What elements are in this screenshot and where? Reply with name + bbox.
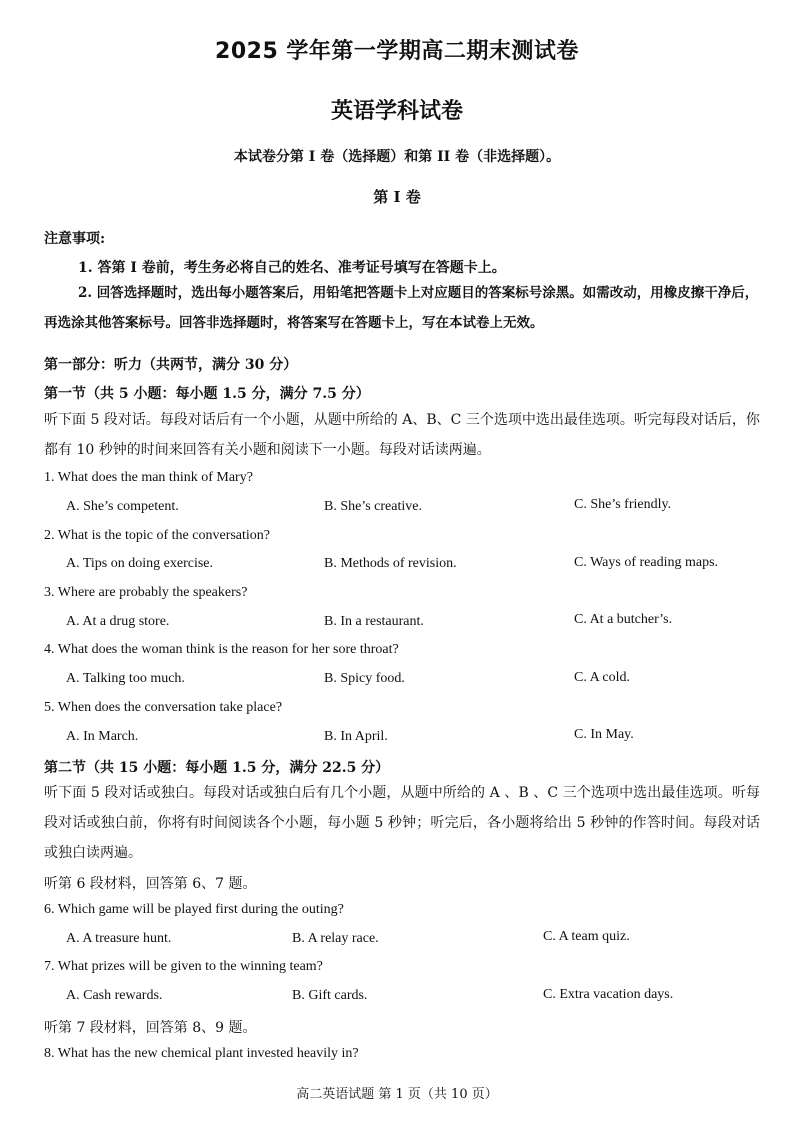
q7-option-b: B. Gift cards. xyxy=(292,988,368,1003)
q7-option-a: A. Cash rewards. xyxy=(66,988,163,1003)
notice-item-2: 2. 回答选择题时，选出每小题答案后，用铅笔把答题卡上对应题目的答案标号涂黑。如需改动，用橡皮擦干净后，再选涂其他答案标号。回答非选择题时，将答案写在答题卡上，写在本试卷上无效。 xyxy=(44,285,759,331)
notice-heading: 注意事项: xyxy=(44,231,106,247)
q4-option-b: B. Spicy food. xyxy=(324,671,405,686)
question-1: 1. What does the man think of Mary? xyxy=(44,470,253,485)
q3-option-a: A. At a drug store. xyxy=(66,614,170,629)
page-footer: 高二英语试题 第 1 页（共 10 页） xyxy=(296,1087,498,1102)
part1-heading: 第一部分：听力（共两节，满分 30 分） xyxy=(44,357,298,373)
question-8: 8. What has the new chemical plant invested heavily in? xyxy=(44,1046,359,1061)
q6-option-a: A. A treasure hunt. xyxy=(66,931,172,946)
q3-option-c: C. At a butcher’s. xyxy=(574,612,673,627)
q2-option-a: A. Tips on doing exercise. xyxy=(66,556,213,571)
question-7: 7. What prizes will be given to the winning team? xyxy=(44,959,323,974)
question-4: 4. What does the woman think is the reason for her sore throat? xyxy=(44,642,399,657)
question-2: 2. What is the topic of the conversation? xyxy=(44,528,271,543)
q3-option-b: B. In a restaurant. xyxy=(324,614,424,629)
material-6-instruction: 听第 6 段材料，回答第 6、7 题。 xyxy=(44,876,257,892)
q6-option-c: C. A team quiz. xyxy=(543,929,630,944)
q6-option-b: B. A relay race. xyxy=(292,931,379,946)
question-3: 3. Where are probably the speakers? xyxy=(44,585,248,600)
q2-option-c: C. Ways of reading maps. xyxy=(574,555,719,570)
subject-title: 英语学科试卷 xyxy=(330,99,463,124)
section2-instructions: 听下面 5 段对话或独白。每段对话或独白后有几个小题，从题中所给的 A 、B 、C 三个选项中选出最佳选项。听每段对话或独白前，你将有时间阅读各个小题，每小题 5 秒钟；听完后，各小题将给出 5 秒钟的作答时间。每段对话或独白读两遍。 xyxy=(44,785,760,861)
material-7-instruction: 听第 7 段材料，回答第 8、9 题。 xyxy=(44,1020,257,1036)
q5-option-c: C. In May. xyxy=(574,727,634,742)
q4-option-c: C. A cold. xyxy=(574,670,631,685)
q4-option-a: A. Talking too much. xyxy=(66,671,185,686)
q5-option-a: A. In March. xyxy=(66,729,139,744)
section1-instructions: 听下面 5 段对话。每段对话后有一个小题，从题中所给的 A、B、C 三个选项中选出最佳选项。听完每段对话后，你都有 10 秒钟的时间来回答有关小题和阅读下一小题。每段对话读两遍。 xyxy=(44,412,760,458)
notice-item-1: 1. 答第 I 卷前，考生务必将自己的姓名、准考证号填写在答题卡上。 xyxy=(78,260,506,276)
question-6: 6. Which game will be played first during the outing? xyxy=(44,902,344,917)
q1-option-c: C. She’s friendly. xyxy=(574,497,672,512)
q1-option-a: A. She’s competent. xyxy=(66,499,179,514)
q1-option-b: B. She’s creative. xyxy=(324,499,422,514)
section1-heading: 第一节（共 5 小题：每小题 1.5 分，满分 7.5 分） xyxy=(44,386,370,402)
section2-heading: 第二节（共 15 小题：每小题 1.5 分，满分 22.5 分） xyxy=(44,760,390,776)
q5-option-b: B. In April. xyxy=(324,729,388,744)
q2-option-b: B. Methods of revision. xyxy=(324,556,457,571)
q7-option-c: C. Extra vacation days. xyxy=(543,987,674,1002)
paper-structure-note: 本试卷分第 I 卷（选择题）和第 II 卷（非选择题）。 xyxy=(233,149,561,165)
volume-heading: 第 I 卷 xyxy=(373,188,421,206)
question-5: 5. When does the conversation take place? xyxy=(44,700,283,715)
exam-title: 2025 学年第一学期高二期末测试卷 xyxy=(215,39,579,64)
